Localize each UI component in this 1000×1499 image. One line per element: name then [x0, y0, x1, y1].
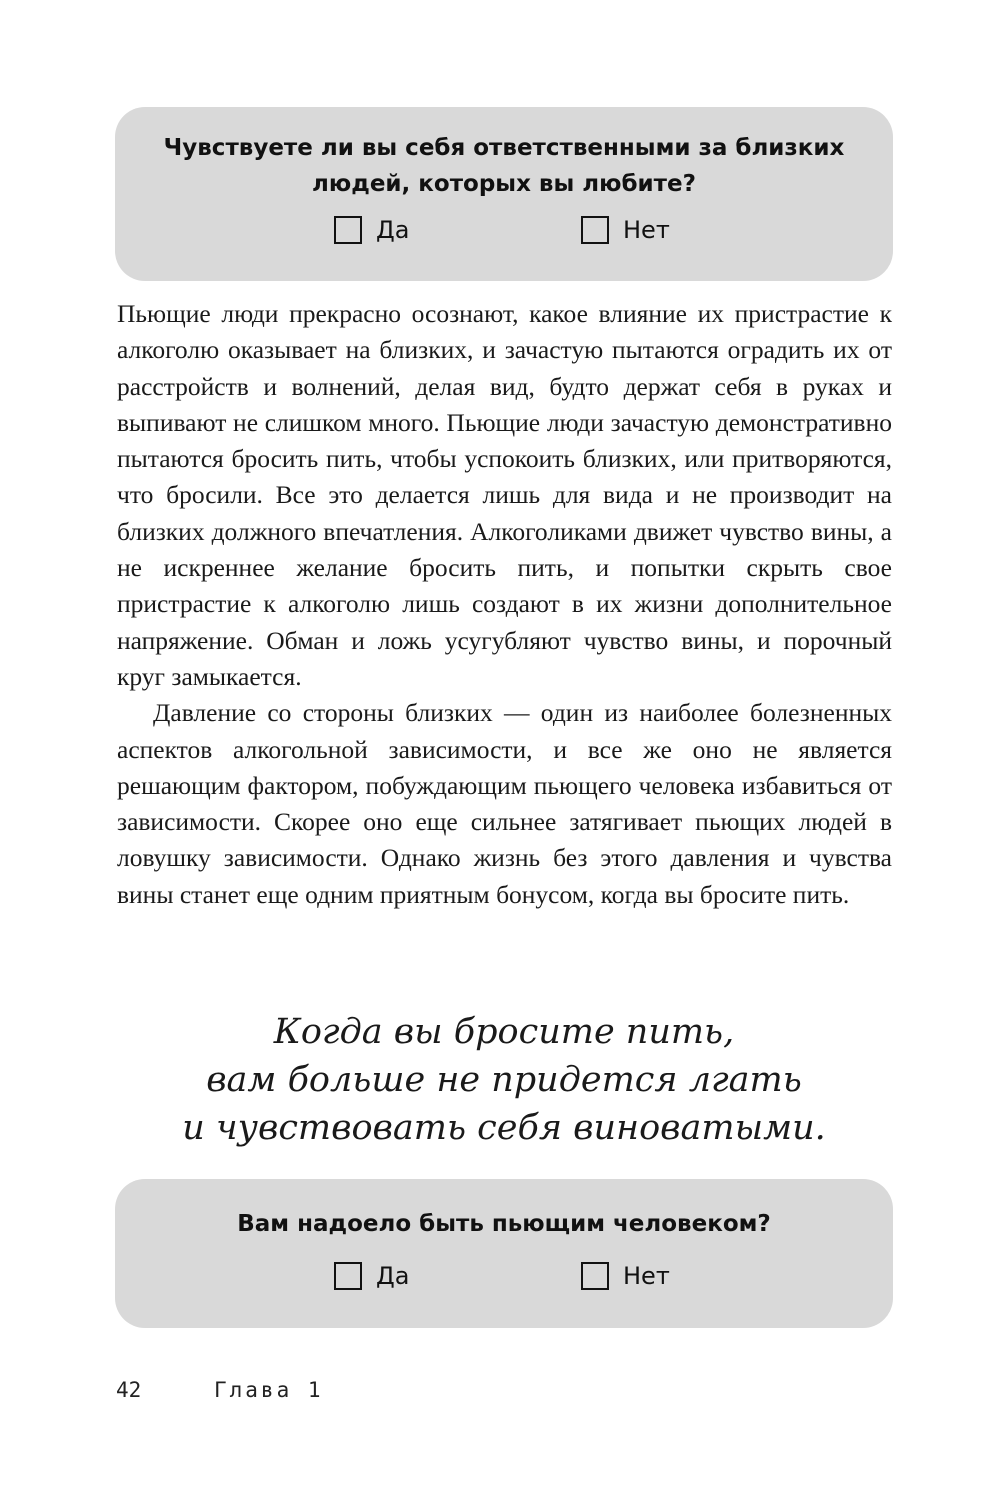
quote-line-3: и чувствовать себя виноватыми.	[182, 1108, 826, 1148]
no-option[interactable]	[581, 1262, 670, 1290]
no-option[interactable]	[581, 216, 670, 244]
page-number: 42	[116, 1378, 142, 1402]
paragraph-2: Давление со стороны близких — один из наиболее болезненных аспектов алкогольной зависимости, и все же оно не является решающим фактором, побуждающим пьющего человека избавиться от зависимости. Скорее оно еще сильнее затягивает пьющих людей в ловушку зависимости. Однако жизнь без этого давления и чувства вины станет еще одним приятным бонусом, когда вы бросите пить.	[117, 698, 892, 909]
yes-checkbox[interactable]	[334, 1262, 362, 1290]
no-checkbox[interactable]	[581, 216, 609, 244]
quote-line-2: вам больше не придется лгать	[206, 1060, 802, 1100]
yes-label: Да	[376, 1262, 410, 1290]
answer-options	[115, 216, 893, 256]
no-checkbox[interactable]	[581, 1262, 609, 1290]
question-box-responsibility	[115, 107, 893, 281]
no-label: Нет	[623, 216, 670, 244]
yes-label: Да	[376, 216, 410, 244]
yes-option[interactable]	[334, 1262, 409, 1290]
body-text	[117, 296, 892, 913]
chapter-label: Глава 1	[214, 1378, 324, 1402]
yes-checkbox[interactable]	[334, 216, 362, 244]
answer-options	[115, 1262, 893, 1302]
question-box-tired-of-drinking	[115, 1179, 893, 1328]
no-label: Нет	[623, 1262, 670, 1290]
question-text: Вам надоело быть пьющим человеком?	[237, 1211, 771, 1237]
pull-quote	[115, 1008, 893, 1152]
quote-line-1: Когда вы бросите пить,	[273, 1012, 735, 1052]
paragraph-1: Пьющие люди прекрасно осознают, какое влияние их пристрастие к алкоголю оказывает на близких, и зачастую пытаются оградить их от расстройств и волнений, делая вид, будто держат себя в руках и выпивают не слишком много. Пьющие люди зачастую демонстративно пытаются бросить пить, чтобы успокоить близких, или притворяются, что бросили. Все это делается лишь для вида и не производит на близких должного впечатления. Алкоголиками движет чувство вины, а не искреннее желание бросить пить, и попытки скрыть свое пристрастие к алкоголю лишь создают в их жизни дополнительное напряжение. Обман и ложь усугубляют чувство вины, и порочный круг замыкается.	[117, 299, 892, 691]
question-text: Чувствуете ли вы себя ответственными за близких людей, которых вы любите?	[163, 135, 845, 197]
yes-option[interactable]	[334, 216, 409, 244]
